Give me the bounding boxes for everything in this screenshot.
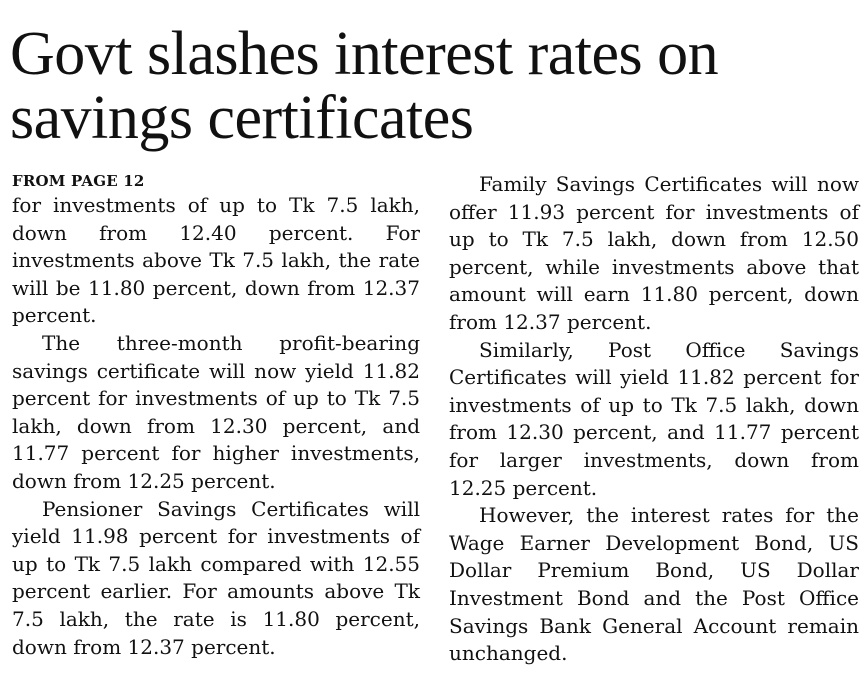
right-column xyxy=(449,171,859,668)
kicker-from-page: FROM PAGE 12 xyxy=(12,172,145,190)
right-paragraph-3: However, the interest rates for the Wage Earner Development Bond, US Dollar Premium Bond, US Dollar Investment Bond and the Post Office Savings Bank General Account remain unchanged. xyxy=(449,503,859,666)
headline: Govt slashes interest rates on savings certificates xyxy=(10,20,719,152)
right-paragraph-1: Family Savings Certificates will now offer 11.93 percent for investments of up to Tk 7.5 lakh, down from 12.50 percent, while investments above that amount will earn 11.80 percent, down from 12.37 percent. xyxy=(449,172,859,334)
left-paragraph-3: Pensioner Savings Certificates will yield 11.98 percent for investments of up to Tk 7.5 lakh compared with 12.55 percent earlier. For amounts above Tk 7.5 lakh, the rate is 11.80 percent, down from 12.37 percent. xyxy=(12,496,420,659)
right-paragraph-2: Similarly, Post Office Savings Certificates will yield 11.82 percent for investments of up to Tk 7.5 lakh, down from 12.30 percent, and 11.77 percent for larger investments, down from 12.25 percent. xyxy=(449,337,859,500)
left-column xyxy=(12,170,420,661)
left-paragraph-1: for investments of up to Tk 7.5 lakh, down from 12.40 percent. For investments above Tk 7.5 lakh, the rate will be 11.80 percent, down from 12.37 percent. xyxy=(12,193,420,328)
left-paragraph-2: The three-month profit-bearing savings certificate will now yield 11.82 percent for investments of up to Tk 7.5 lakh, down from 12.30 percent, and 11.77 percent for higher investments, down from 12.25 percent. xyxy=(12,330,420,493)
